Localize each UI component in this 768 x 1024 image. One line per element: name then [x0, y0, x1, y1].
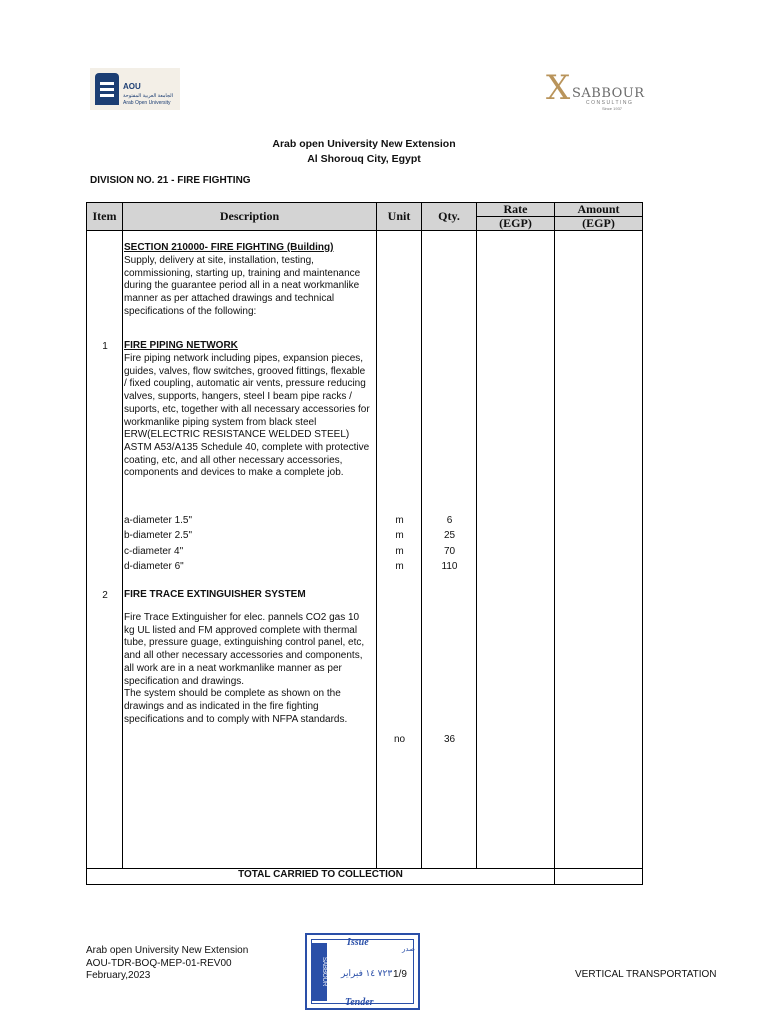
section-desc-line: manner as per attached drawings and technical: [124, 293, 335, 305]
item1-heading: FIRE PIPING NETWORK: [124, 340, 238, 351]
item1-desc-line: valves, supports, hangers, steel I beam pipe racks /: [124, 391, 352, 403]
rate-column-cell: [477, 231, 555, 869]
sub-item-qty: 6: [446, 515, 453, 526]
item2-desc-line: kg UL listed and FM approved complete with thermal: [124, 624, 358, 636]
item2-heading: FIRE TRACE EXTINGUISHER SYSTEM: [124, 589, 306, 600]
item2-desc-line: specifications and to comply with NFPA standards.: [124, 713, 348, 725]
sub-item-qty: 70: [443, 546, 456, 557]
sabbour-x-icon: X: [546, 68, 571, 108]
item1-desc-line: components and devices to make a complete job.: [124, 467, 344, 479]
sub-item-unit: m: [395, 515, 404, 526]
aou-logo-mark-icon: [95, 73, 119, 105]
unit-column-cell: [377, 231, 422, 869]
section-desc-line: specifications of the following:: [124, 305, 257, 317]
item1-desc-line: guides, valves, flow switches, grooved fittings, flexable: [124, 365, 366, 377]
item2-desc-line: specification and drawings.: [124, 675, 245, 687]
item2-desc-line: drawings and as indicated in the fire fighting: [124, 700, 319, 712]
sub-item-unit: m: [395, 561, 404, 572]
item-number-1: 1: [102, 341, 108, 352]
footer-doc-ref: AOU-TDR-BOQ-MEP-01-REV00: [86, 957, 232, 969]
table-row: [87, 231, 643, 869]
sub-item-qty: 110: [441, 561, 458, 572]
sabbour-logo-since: Since 1937: [602, 106, 623, 111]
item1-desc-line: coating, etc, and all other necessary accessories,: [124, 454, 343, 466]
aou-logo: [90, 68, 180, 110]
item1-desc-line: ASTM A53/A135 Schedule 40, complete with protective: [124, 441, 370, 453]
item2-qty: 36: [443, 734, 456, 745]
section-desc-line: during the guarantee period all in a neat workmanlike: [124, 280, 360, 292]
item2-desc-line: all work are in a neat workmanlike manner as per: [124, 662, 342, 674]
sabbour-logo-name: SABBOUR: [572, 86, 645, 101]
total-row: [87, 869, 643, 885]
item1-desc-line: Fire piping network including pipes, expansion pieces,: [124, 353, 364, 364]
col-header-qty: Qty.: [422, 203, 477, 231]
item1-desc-line: suports, etc, together with all necessary accessories for: [124, 403, 370, 415]
item2-desc-line: and all other necessary accessories and components,: [124, 650, 363, 662]
sub-item-desc: c-diameter 4": [124, 546, 184, 557]
item1-desc-line: / fixed coupling, automatic air vents, pressure reducing: [124, 378, 366, 390]
col-header-amount-label: Amount: [577, 202, 620, 216]
stamp-issue: Issue: [347, 937, 369, 948]
sabbour-logo-tagline: CONSULTING: [586, 100, 634, 106]
aou-logo-english: Arab Open University: [123, 100, 171, 106]
section-desc-line: Supply, delivery at site, installation, testing,: [124, 255, 314, 266]
total-label: TOTAL CARRIED TO COLLECTION: [87, 869, 555, 885]
col-header-rate: [477, 203, 555, 231]
col-header-rate-currency: (EGP): [477, 216, 554, 230]
stamp-logo-icon: SABBOUR: [311, 943, 327, 1001]
item-number-2: 2: [102, 590, 108, 601]
sub-item-desc: a-diameter 1.5": [124, 515, 193, 526]
col-header-rate-label: Rate: [503, 202, 528, 216]
total-amount-cell: [555, 869, 643, 885]
sub-item-desc: b-diameter 2.5": [124, 530, 193, 541]
stamp-tender: Tender: [345, 997, 374, 1008]
stamp-arabic-side: صدر: [402, 946, 415, 953]
section-heading: SECTION 210000- FIRE FIGHTING (Building): [124, 242, 334, 253]
col-header-amount-currency: (EGP): [555, 216, 642, 230]
division-heading: DIVISION NO. 21 - FIRE FIGHTING: [90, 175, 251, 186]
sabbour-logo: [546, 68, 645, 111]
boq-table: [86, 202, 643, 885]
item2-unit: no: [393, 734, 406, 745]
item-column-cell: [87, 231, 123, 869]
aou-logo-arabic: الجامعة العربية المفتوحة: [123, 93, 174, 99]
sub-item-desc: d-diameter 6": [124, 561, 184, 572]
stamp-date: ٧٢٣ ١٤ فبراير: [341, 968, 393, 978]
qty-column-cell: [422, 231, 477, 869]
col-header-item: Item: [87, 203, 123, 231]
amount-column-cell: [555, 231, 643, 869]
aou-logo-name: AOU: [123, 82, 141, 91]
doc-title-line2: Al Shorouq City, Egypt: [307, 153, 421, 165]
col-header-unit: Unit: [377, 203, 422, 231]
sub-item-unit: m: [395, 546, 404, 557]
col-header-description: Description: [123, 203, 377, 231]
item1-desc-line: workmanlike piping system from black steel: [124, 416, 317, 428]
sub-item-qty: 25: [443, 530, 456, 541]
item1-desc-line: ERW(ELECTRIC RESISTANCE WELDED STEEL): [124, 429, 350, 441]
page-number: 1/9: [393, 969, 407, 980]
footer-section-name: VERTICAL TRANSPORTATION: [575, 969, 717, 980]
item2-desc-line: Fire Trace Extinguisher for elec. pannels CO2 gas 10: [124, 612, 360, 623]
footer-project: Arab open University New Extension: [86, 945, 249, 956]
sub-item-unit: m: [395, 530, 404, 541]
item2-desc-line: tube, pressure guage, extinguishing control panel, etc,: [124, 637, 365, 649]
doc-title-line1: Arab open University New Extension: [272, 138, 456, 150]
section-desc-line: commissioning, starting up, training and maintenance: [124, 267, 361, 279]
item2-desc-line: The system should be complete as shown on the: [124, 688, 341, 700]
footer-date: February,2023: [86, 970, 151, 981]
col-header-amount: [555, 203, 643, 231]
description-column-cell: [123, 231, 377, 869]
